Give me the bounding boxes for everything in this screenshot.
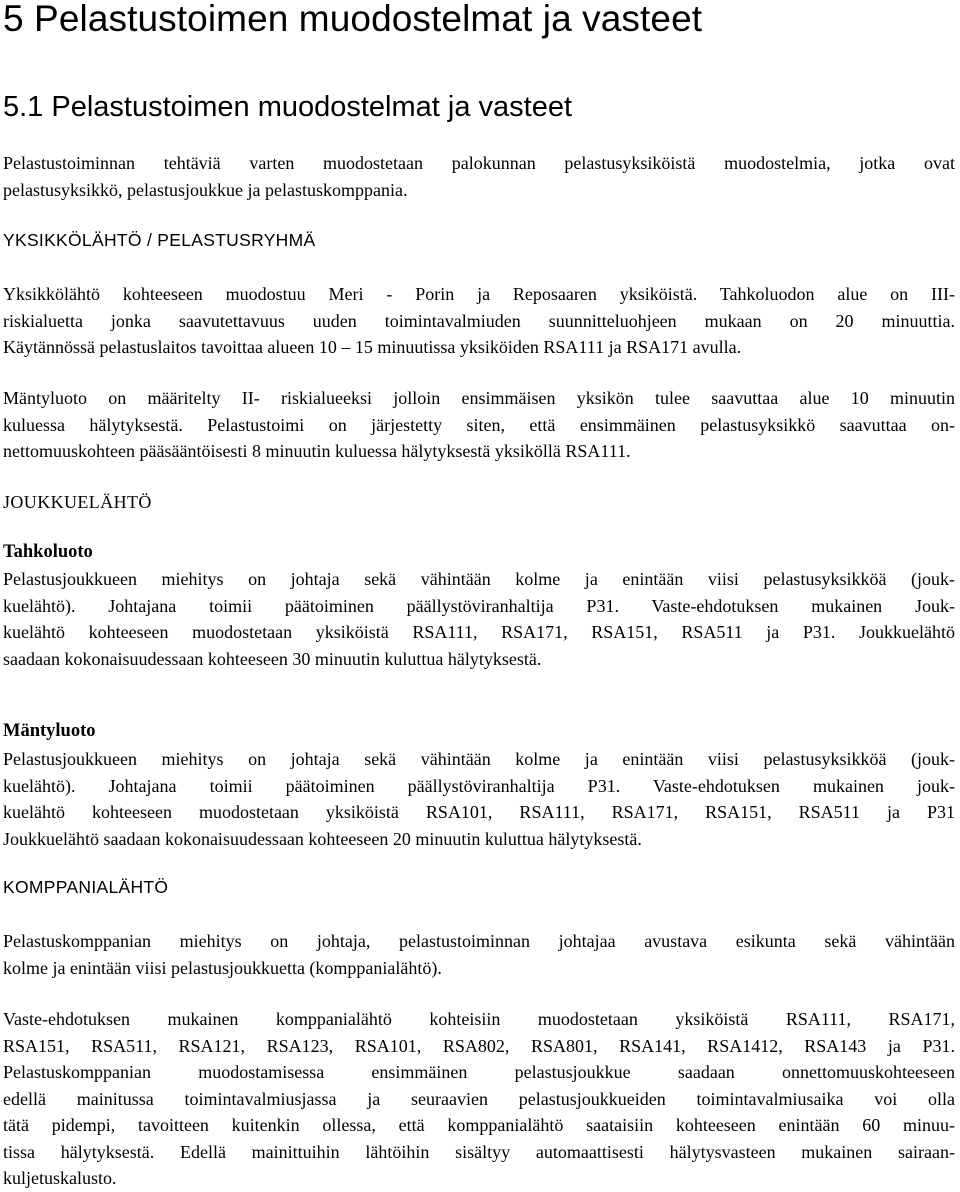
paragraph-line: kuelähtö kohteeseen muodostetaan yksiköistä RSA111, RSA171, RSA151, RSA511 ja P31. Joukkuelähtö bbox=[3, 622, 955, 642]
paragraph-line: RSA151, RSA511, RSA121, RSA123, RSA101, RSA802, RSA801, RSA141, RSA1412, RSA143 ja P31. bbox=[3, 1035, 955, 1056]
mantyluoto-paragraph bbox=[3, 746, 955, 852]
yksikkolahto-paragraph-2 bbox=[3, 385, 955, 465]
yksikkolahto-paragraph-1 bbox=[3, 281, 955, 361]
paragraph-line: kuelähtö kohteeseen muodostetaan yksiköistä RSA101, RSA111, RSA171, RSA151, RSA511 ja P31 bbox=[3, 802, 955, 822]
intro-line: Pelastustoiminnan tehtäviä varten muodostetaan palokunnan pelastusyksiköistä muodostelmia, jotka ovat bbox=[3, 153, 955, 173]
paragraph-line: Joukkuelähtö saadaan kokonaisuudessaan kohteeseen 20 minuutin kuluttua hälytyksestä. bbox=[3, 828, 642, 849]
paragraph-line: Pelastusjoukkueen miehitys on johtaja sekä vähintään kolme ja enintään viisi pelastusyksikköä (jouk- bbox=[3, 569, 955, 589]
paragraph-line: Pelastusjoukkueen miehitys on johtaja sekä vähintään kolme ja enintään viisi pelastusyksikköä (jouk- bbox=[3, 749, 955, 769]
yksikkolahto-heading: YKSIKKÖLÄHTÖ / PELASTUSRYHMÄ bbox=[3, 230, 316, 250]
paragraph-line: tissa hälytyksestä. Edellä mainittuihin lähtöihin sisältyy automaattisesti hälytysvasteen mukainen sairaan- bbox=[3, 1141, 955, 1162]
paragraph-line: riskialuetta jonka saavutettavuus uuden toimintavalmiuden suunnitteluohjeen mukaan on 20 minuuttia. bbox=[3, 310, 955, 331]
paragraph-line: kuelähtö). Johtajana toimii päätoiminen päällystöviranhaltija P31. Vaste-ehdotuksen mukainen Jouk- bbox=[3, 595, 955, 616]
paragraph-line: Yksikkölähtö kohteeseen muodostuu Meri - Porin ja Reposaaren yksiköistä. Tahkoluodon alue on III- bbox=[3, 284, 955, 304]
komppanialahto-paragraph-1 bbox=[3, 928, 955, 981]
paragraph-line: saadaan kokonaisuudessaan kohteeseen 30 minuutin kuluttua hälytyksestä. bbox=[3, 648, 542, 669]
intro-line: pelastusyksikkö, pelastusjoukkue ja pelastuskomppania. bbox=[3, 179, 408, 200]
mantyluoto-heading: Mäntyluoto bbox=[3, 721, 96, 741]
paragraph-line: Käytännössä pelastuslaitos tavoittaa alueen 10 – 15 minuutissa yksiköiden RSA111 ja RSA171 avulla. bbox=[3, 337, 742, 357]
joukkuelahto-heading: JOUKKUELÄHTÖ bbox=[3, 492, 152, 512]
tahkoluoto-paragraph bbox=[3, 566, 955, 672]
paragraph-line: kuluessa hälytyksestä. Pelastustoimi on järjestetty siten, että ensimmäinen pelastusyksikkö saavuttaa on- bbox=[3, 414, 955, 435]
paragraph-line: Vaste-ehdotuksen mukainen komppanialähtö kohteisiin muodostetaan yksiköistä RSA111, RSA171, bbox=[3, 1009, 955, 1029]
paragraph-line: nettomuuskohteen pääsääntöisesti 8 minuutin kuluessa hälytyksestä yksiköllä RSA111. bbox=[3, 441, 631, 461]
paragraph-line: kolme ja enintään viisi pelastusjoukkuetta (komppanialähtö). bbox=[3, 957, 442, 978]
tahkoluoto-heading: Tahkoluoto bbox=[3, 542, 93, 562]
paragraph-line: edellä mainitussa toimintavalmiusjassa ja seuraavien pelastusjoukkueiden toimintavalmiusaika voi olla bbox=[3, 1088, 955, 1109]
intro-paragraph bbox=[3, 150, 955, 203]
paragraph-line: tätä pidempi, tavoitteen kuitenkin ollessa, että komppanialähtö saataisiin kohteeseen enintään 60 minuu- bbox=[3, 1115, 955, 1135]
komppanialahto-paragraph-2 bbox=[3, 1006, 955, 1192]
paragraph-line: Pelastuskomppanian muodostamisessa ensimmäinen pelastusjoukkue saadaan onnettomuuskohteeseen bbox=[3, 1062, 955, 1082]
paragraph-line: kuelähtö). Johtajana toimii päätoiminen päällystöviranhaltija P31. Vaste-ehdotuksen mukainen jouk- bbox=[3, 775, 955, 796]
paragraph-line: kuljetuskalusto. bbox=[3, 1168, 117, 1188]
paragraph-line: Mäntyluoto on määritelty II- riskialueeksi jolloin ensimmäisen yksikön tulee saavuttaa alue 10 minuutin bbox=[3, 388, 955, 408]
section-title: 5.1 Pelastustoimen muodostelmat ja vasteet bbox=[3, 91, 573, 123]
komppanialahto-heading: KOMPPANIALÄHTÖ bbox=[3, 877, 169, 897]
chapter-title: 5 Pelastustoimen muodostelmat ja vasteet bbox=[3, 0, 703, 39]
paragraph-line: Pelastuskomppanian miehitys on johtaja, pelastustoiminnan johtajaa avustava esikunta sekä vähintään bbox=[3, 931, 955, 951]
